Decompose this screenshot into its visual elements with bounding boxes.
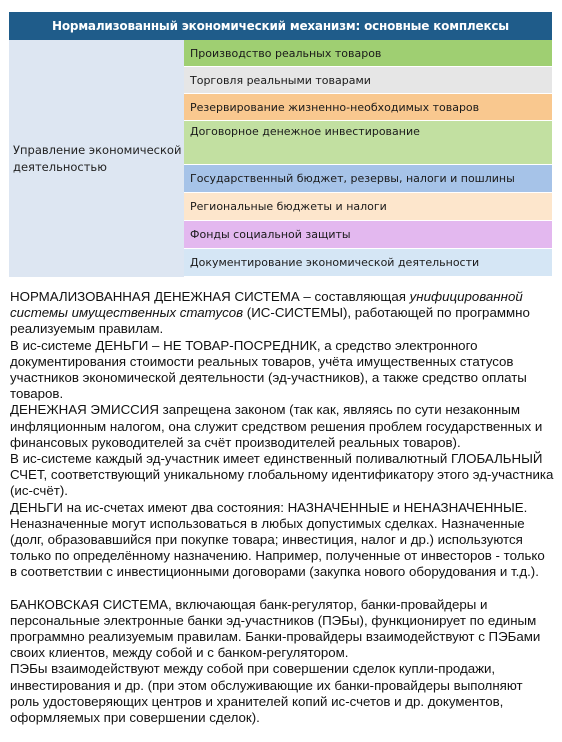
- complex-row-reserve: [184, 94, 552, 121]
- complex-label: Производство реальных товаров: [190, 46, 382, 60]
- complex-label: Государственный бюджет, резервы, налоги и пошлины: [190, 172, 515, 185]
- complex-label: Резервирование жизненно-необходимых товаров: [190, 100, 480, 114]
- paragraph-text: (ИС-СИСТЕМЫ), работающей по программно реализуемым правилам.: [10, 305, 530, 337]
- paragraph-emission: ДЕНЕЖНАЯ ЭМИССИЯ запрещена законом (так как, являясь по сути незаконным инфляционным налогом, она служит средством решения проблем государственных и финансовых руководителей за счёт производителей реальных товаров).: [10, 402, 543, 450]
- paragraph-italic-text: унифицированной системы имущественных статусов: [10, 289, 523, 321]
- complex-row-trade: [184, 67, 552, 94]
- complex-label: Документирование экономической деятельности: [190, 256, 480, 269]
- paragraph-peb-interaction: ПЭБы взаимодействуют между собой при совершении сделок купли-продажи, инвестирования и др. (при этом обслуживающие их банки-провайдеры выполняют роль удостоверяющих центров и хранителей копий ис-счетов и др. документов, оформляемых при совершении сделок).: [10, 661, 523, 726]
- complex-label: Торговля реальными товарами: [190, 73, 371, 87]
- complex-row-state-budget: [184, 165, 552, 193]
- left-label-cell: [9, 40, 184, 277]
- paragraph-banking-system: БАНКОВСКАЯ СИСТЕМА, включающая банк-регулятор, банки-провайдеры и персональные электронные банки эд-участников (ПЭБы), функционирует по единым программно реализуемым правилам. Банки-провайдеры взаимодействуют с ПЭБами своих клиентов, между собой и с банком-регулятором.: [10, 596, 541, 661]
- complexes-table: [9, 12, 552, 277]
- complex-label: Фонды социальной защиты: [190, 228, 351, 241]
- paragraph-global-account: В ис-системе каждый эд-участник имеет единственный поливалютный ГЛОБАЛЬНЫЙ СЧЕТ, соответствующий уникальному глобальному идентификатору этого эд-участника (ис-счёт).: [10, 451, 554, 499]
- complex-row-regional-budgets: [184, 193, 552, 221]
- left-label: Управление экономической деятельностью: [13, 142, 182, 174]
- complex-label: Договорное денежное инвестирование: [190, 125, 420, 138]
- paragraph-money-states: ДЕНЬГИ на ис-счетах имеют два состояния: НАЗНАЧЕННЫЕ и НЕНАЗНАЧЕННЫЕ. Неназначенные могут использоваться в любых допустимых сделках. Назначенные (долг, образовавшийся при покупке товара; инвестиция, налог и др.) используются только по определённому назначению. Например, полученные от инвесторов - только в соответствии с инвестиционными договорами (закупка нового оборудования и т.д.).: [10, 499, 545, 580]
- table-header: Нормализованный экономический механизм: основные комплексы: [9, 12, 552, 40]
- paragraph-spacer: [10, 581, 555, 597]
- complex-row-social-funds: [184, 221, 552, 249]
- complex-rows: [184, 40, 552, 277]
- paragraph-monetary-system: [10, 289, 555, 338]
- complex-row-production: [184, 40, 552, 67]
- complex-row-documenting: [184, 249, 552, 277]
- complex-label: Региональные бюджеты и налоги: [190, 200, 387, 213]
- complex-row-investment: [184, 121, 552, 165]
- body-text: [10, 289, 555, 726]
- table-body: [9, 40, 552, 277]
- paragraph-money: В ис-системе ДЕНЬГИ – НЕ ТОВАР-ПОСРЕДНИК, а средство электронного документирования стоимости реальных товаров, учёта имущественных статусов участников экономической деятельности (эд-участников), а также средство оплаты товаров.: [10, 337, 527, 402]
- paragraph-text: НОРМАЛИЗОВАННАЯ ДЕНЕЖНАЯ СИСТЕМА – составляющая: [10, 289, 410, 304]
